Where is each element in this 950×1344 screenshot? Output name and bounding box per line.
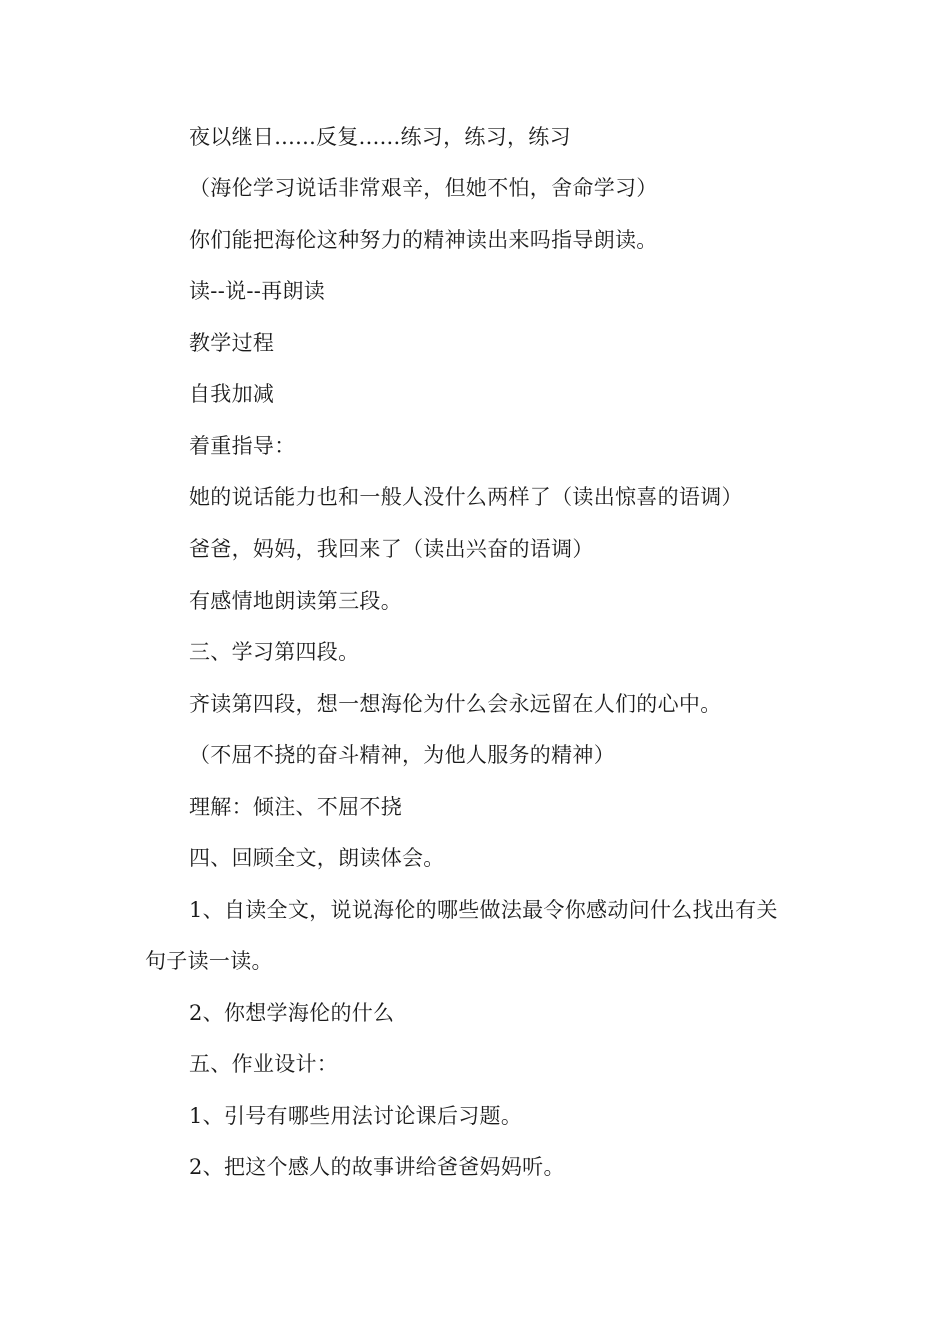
text-line: 爸爸，妈妈，我回来了（读出兴奋的语调） xyxy=(189,537,594,561)
text-line: 着重指导： xyxy=(189,434,296,458)
text-line: 读--说--再朗读 xyxy=(189,279,326,303)
text-line: 你们能把海伦这种努力的精神读出来吗指导朗读。 xyxy=(189,228,658,252)
text-line: 有感情地朗读第三段。 xyxy=(189,589,402,613)
text-line: 夜以继日......反复......练习，练习，练习 xyxy=(189,125,571,149)
text-line: 1、引号有哪些用法讨论课后习题。 xyxy=(189,1104,523,1128)
text-line: （不屈不挠的奋斗精神，为他人服务的精神） xyxy=(189,743,615,767)
text-line: 理解：倾注、不屈不挠 xyxy=(189,795,402,819)
text-line: 2、你想学海伦的什么 xyxy=(189,1001,395,1025)
section-heading: 四、回顾全文，朗读体会。 xyxy=(189,846,445,870)
text-line-continued: 句子读一读。 xyxy=(145,949,273,973)
text-line: 1、自读全文，说说海伦的哪些做法最令你感动问什么找出有关 xyxy=(189,898,778,922)
text-line: 教学过程 xyxy=(189,331,275,355)
section-heading: 三、学习第四段。 xyxy=(189,640,360,664)
text-line: 2、把这个感人的故事讲给爸爸妈妈听。 xyxy=(189,1155,565,1179)
text-line: 她的说话能力也和一般人没什么两样了（读出惊喜的语调） xyxy=(189,485,743,509)
text-line: 自我加减 xyxy=(189,382,275,406)
section-heading: 五、作业设计： xyxy=(189,1052,339,1076)
text-line: 齐读第四段，想一想海伦为什么会永远留在人们的心中。 xyxy=(189,692,722,716)
text-line: （海伦学习说话非常艰辛，但她不怕，舍命学习） xyxy=(189,176,658,200)
